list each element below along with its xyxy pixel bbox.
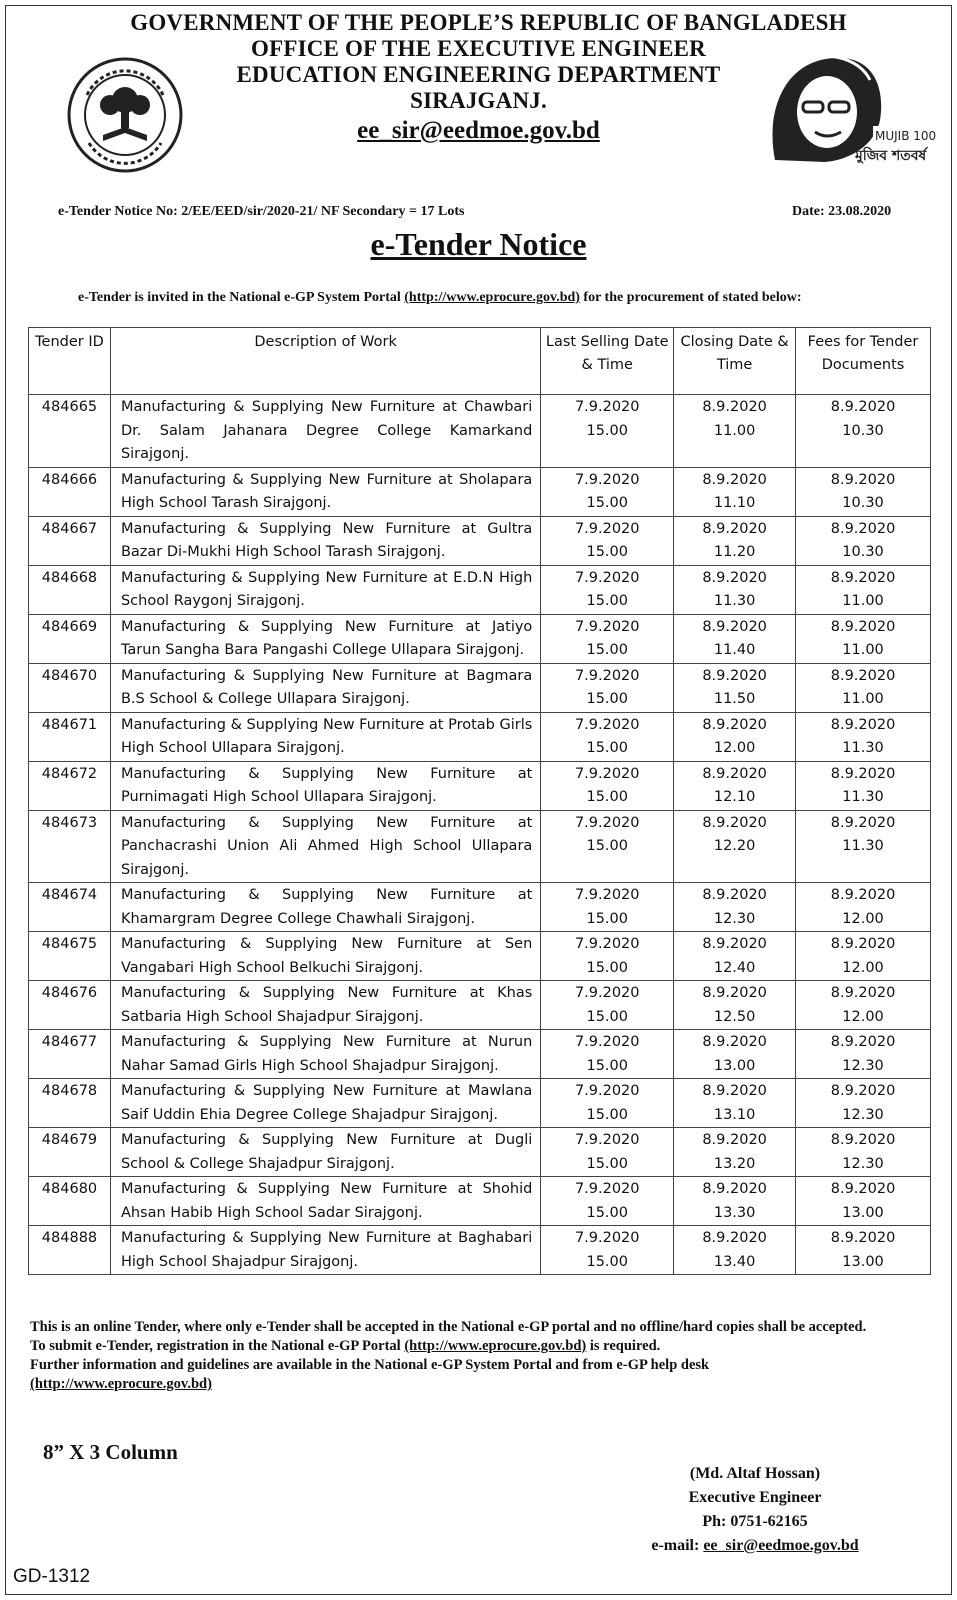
cell-last-selling bbox=[541, 467, 674, 516]
header-line-2: OFFICE OF THE EXECUTIVE ENGINEER bbox=[251, 36, 706, 61]
cell-close-time: 13.30 bbox=[713, 1204, 756, 1221]
header-fees: Fees for Tender Documents bbox=[796, 328, 931, 395]
cell-tender-id bbox=[29, 883, 111, 932]
cell-id: 484666 bbox=[41, 471, 98, 488]
cell-close-date: 8.9.2020 bbox=[702, 765, 767, 782]
cell-closing bbox=[674, 932, 796, 981]
cell-tender-id bbox=[29, 395, 111, 468]
cell-sell-date: 7.9.2020 bbox=[574, 887, 640, 903]
document-code: GD-1312 bbox=[13, 1566, 91, 1587]
footer-para-2 bbox=[30, 1337, 930, 1356]
cell-last-selling bbox=[541, 1030, 674, 1079]
cell-desc: Manufacturing & Supplying New Furniture at Dugli School & College Shajadpur Sirajgonj. bbox=[120, 1132, 533, 1172]
cell-fee-time: 12.00 bbox=[842, 1008, 884, 1025]
table-row bbox=[29, 932, 931, 981]
cell-desc: Manufacturing & Supplying New Furniture at Mawlana Saif Uddin Ehia Degree College Shajadpur Sirajgonj. bbox=[120, 1083, 533, 1123]
table-row bbox=[29, 761, 931, 810]
cell-close-time: 11.40 bbox=[713, 642, 756, 658]
signatory-email-line bbox=[600, 1534, 910, 1558]
cell-description bbox=[110, 395, 540, 468]
cell-sell-time: 15.00 bbox=[586, 789, 628, 805]
cell-fee-date: 8.9.2020 bbox=[830, 1230, 896, 1246]
intro-link[interactable]: (http://www.eprocure.gov.bd) bbox=[404, 290, 580, 305]
size-note: 8” X 3 Column bbox=[43, 1440, 178, 1464]
cell-close-time: 11.20 bbox=[713, 544, 756, 560]
cell-fees bbox=[796, 761, 931, 810]
cell-fees bbox=[796, 981, 931, 1030]
cell-close-date: 8.9.2020 bbox=[702, 1083, 767, 1099]
signatory-email-label: e-mail: bbox=[651, 1537, 704, 1554]
cell-close-time: 12.50 bbox=[713, 1008, 756, 1025]
cell-fee-time: 10.30 bbox=[842, 495, 884, 511]
cell-sell-date: 7.9.2020 bbox=[574, 1181, 640, 1197]
cell-fees bbox=[796, 1128, 931, 1177]
cell-fee-date: 8.9.2020 bbox=[830, 814, 896, 831]
cell-close-time: 13.20 bbox=[713, 1155, 756, 1172]
footer-para-3: Further information and guidelines are available in the National e-GP System Portal and from e-GP help desk bbox=[30, 1357, 710, 1373]
intro-after: for the procurement of stated below: bbox=[579, 290, 802, 305]
cell-fees bbox=[796, 1030, 931, 1079]
cell-fee-date: 8.9.2020 bbox=[830, 985, 896, 1001]
cell-id: 484671 bbox=[41, 716, 98, 733]
cell-id: 484678 bbox=[41, 1083, 98, 1099]
cell-id: 484668 bbox=[41, 569, 98, 586]
cell-tender-id bbox=[29, 1226, 111, 1275]
page-title: e-Tender Notice bbox=[370, 226, 587, 262]
cell-closing bbox=[674, 663, 796, 712]
cell-id: 484669 bbox=[41, 618, 98, 635]
cell-tender-id bbox=[29, 810, 111, 883]
cell-desc: Manufacturing & Supplying New Furniture at Sholapara High School Tarash Sirajgonj. bbox=[120, 471, 533, 511]
letterhead bbox=[0, 10, 957, 146]
cell-last-selling bbox=[541, 761, 674, 810]
cell-description bbox=[110, 1128, 540, 1177]
cell-sell-time: 15.00 bbox=[586, 910, 628, 927]
cell-fee-date: 8.9.2020 bbox=[830, 399, 896, 415]
cell-close-date: 8.9.2020 bbox=[702, 1132, 767, 1148]
cell-tender-id bbox=[29, 1079, 111, 1128]
cell-last-selling bbox=[541, 810, 674, 883]
cell-fee-time: 11.30 bbox=[842, 789, 884, 805]
cell-close-date: 8.9.2020 bbox=[702, 1181, 767, 1197]
header-tender-id: Tender ID bbox=[29, 328, 111, 395]
cell-sell-time: 15.00 bbox=[586, 1106, 628, 1123]
footer-notes bbox=[30, 1318, 930, 1394]
cell-fees bbox=[796, 1079, 931, 1128]
cell-close-date: 8.9.2020 bbox=[702, 1034, 767, 1050]
svg-text:মুজিব শতবর্ষ: মুজিব শতবর্ষ bbox=[855, 148, 927, 164]
cell-last-selling bbox=[541, 516, 674, 565]
cell-closing bbox=[674, 1177, 796, 1226]
header-line-3: EDUCATION ENGINEERING DEPARTMENT bbox=[236, 62, 721, 87]
cell-close-date: 8.9.2020 bbox=[702, 520, 767, 537]
cell-description bbox=[110, 981, 540, 1030]
cell-desc: Manufacturing & Supplying New Furniture at Sen Vangabari High School Belkuchi Sirajgonj. bbox=[120, 936, 533, 976]
cell-close-date: 8.9.2020 bbox=[702, 1230, 767, 1246]
cell-sell-date: 7.9.2020 bbox=[574, 936, 640, 952]
cell-close-time: 13.40 bbox=[713, 1253, 756, 1270]
cell-sell-date: 7.9.2020 bbox=[574, 667, 640, 684]
cell-sell-time: 15.00 bbox=[586, 838, 628, 854]
signature-block bbox=[600, 1462, 910, 1558]
cell-sell-time: 15.00 bbox=[586, 959, 628, 976]
cell-sell-time: 15.00 bbox=[586, 1057, 628, 1074]
cell-id: 484670 bbox=[41, 667, 98, 684]
cell-last-selling bbox=[541, 883, 674, 932]
cell-description bbox=[110, 565, 540, 614]
table-row bbox=[29, 1226, 931, 1275]
cell-close-time: 12.00 bbox=[713, 740, 756, 756]
header-line-1: GOVERNMENT OF THE PEOPLE’S REPUBLIC OF BANGLADESH bbox=[130, 10, 847, 35]
cell-fees bbox=[796, 1177, 931, 1226]
cell-desc: Manufacturing & Supplying New Furniture at Baghabari High School Shajadpur Sirajgonj. bbox=[120, 1230, 533, 1270]
cell-last-selling bbox=[541, 932, 674, 981]
notice-date: Date: 23.08.2020 bbox=[792, 204, 892, 219]
cell-fees bbox=[796, 1226, 931, 1275]
intro-before: e-Tender is invited in the National e-GP System Portal bbox=[78, 290, 405, 305]
cell-sell-time: 15.00 bbox=[586, 1008, 628, 1025]
cell-fees bbox=[796, 614, 931, 663]
cell-fees bbox=[796, 712, 931, 761]
cell-sell-time: 15.00 bbox=[586, 1204, 628, 1221]
table-row bbox=[29, 810, 931, 883]
cell-fees bbox=[796, 516, 931, 565]
cell-desc: Manufacturing & Supplying New Furniture at Nurun Nahar Samad Girls High School Shajadpur Sirajgonj. bbox=[120, 1034, 533, 1074]
table-row bbox=[29, 1030, 931, 1079]
header-closing: Closing Date & Time bbox=[674, 328, 796, 395]
table-row bbox=[29, 1079, 931, 1128]
header-description: Description of Work bbox=[110, 328, 540, 395]
header-email[interactable]: ee_sir@eedmoe.gov.bd bbox=[357, 117, 600, 144]
cell-fee-date: 8.9.2020 bbox=[830, 936, 896, 952]
cell-description bbox=[110, 932, 540, 981]
cell-sell-date: 7.9.2020 bbox=[574, 520, 640, 537]
cell-sell-date: 7.9.2020 bbox=[574, 1132, 640, 1148]
cell-sell-date: 7.9.2020 bbox=[574, 1083, 640, 1099]
cell-fee-time: 12.30 bbox=[842, 1057, 884, 1074]
cell-tender-id bbox=[29, 467, 111, 516]
cell-closing bbox=[674, 761, 796, 810]
cell-id: 484680 bbox=[41, 1181, 98, 1197]
cell-close-date: 8.9.2020 bbox=[702, 716, 767, 733]
cell-close-time: 11.50 bbox=[713, 691, 756, 707]
cell-fees bbox=[796, 565, 931, 614]
cell-close-time: 11.10 bbox=[713, 495, 756, 511]
cell-sell-date: 7.9.2020 bbox=[574, 399, 640, 415]
cell-last-selling bbox=[541, 1177, 674, 1226]
cell-last-selling bbox=[541, 1128, 674, 1177]
cell-sell-date: 7.9.2020 bbox=[574, 716, 640, 733]
cell-sell-time: 15.00 bbox=[586, 691, 628, 707]
cell-fee-time: 11.00 bbox=[842, 593, 884, 609]
cell-description bbox=[110, 1226, 540, 1275]
cell-description bbox=[110, 761, 540, 810]
cell-closing bbox=[674, 614, 796, 663]
cell-fee-date: 8.9.2020 bbox=[830, 765, 896, 782]
cell-fees bbox=[796, 663, 931, 712]
footer-para-2-before: To submit e-Tender, registration in the National e-GP Portal bbox=[30, 1338, 405, 1354]
cell-desc: Manufacturing & Supplying New Furniture at Jatiyo Tarun Sangha Bara Pangashi College Ullapara Sirajgonj. bbox=[120, 618, 533, 658]
cell-closing bbox=[674, 1128, 796, 1177]
cell-desc: Manufacturing & Supplying New Furniture at Purnimagati High School Ullapara Sirajgonj. bbox=[120, 765, 533, 805]
cell-tender-id bbox=[29, 663, 111, 712]
cell-fee-date: 8.9.2020 bbox=[830, 471, 896, 488]
cell-closing bbox=[674, 1030, 796, 1079]
cell-desc: Manufacturing & Supplying New Furniture at Panchacrashi Union Ali Ahmed High School Ullapara Sirajgonj. bbox=[120, 814, 533, 878]
cell-fees bbox=[796, 883, 931, 932]
cell-id: 484673 bbox=[41, 814, 98, 831]
cell-fee-time: 13.00 bbox=[842, 1204, 884, 1221]
tender-table bbox=[28, 327, 931, 1275]
cell-tender-id bbox=[29, 1177, 111, 1226]
cell-fee-date: 8.9.2020 bbox=[830, 887, 896, 903]
cell-closing bbox=[674, 395, 796, 468]
cell-fee-date: 8.9.2020 bbox=[830, 716, 896, 733]
cell-description bbox=[110, 810, 540, 883]
cell-id: 484888 bbox=[41, 1230, 98, 1246]
cell-sell-time: 15.00 bbox=[586, 593, 628, 609]
cell-tender-id bbox=[29, 1128, 111, 1177]
cell-fee-time: 11.00 bbox=[842, 642, 884, 658]
cell-fee-time: 11.00 bbox=[842, 691, 884, 707]
cell-description bbox=[110, 712, 540, 761]
signatory-phone: Ph: 0751-62165 bbox=[702, 1513, 808, 1530]
cell-description bbox=[110, 1079, 540, 1128]
cell-desc: Manufacturing & Supplying New Furniture at Chawbari Dr. Salam Jahanara Degree College Kamarkand Sirajgonj. bbox=[120, 399, 533, 462]
cell-close-time: 12.40 bbox=[713, 959, 756, 976]
cell-sell-date: 7.9.2020 bbox=[574, 985, 640, 1001]
table-row bbox=[29, 516, 931, 565]
cell-last-selling bbox=[541, 1079, 674, 1128]
cell-closing bbox=[674, 467, 796, 516]
cell-sell-time: 15.00 bbox=[586, 1155, 628, 1172]
cell-id: 484665 bbox=[41, 399, 98, 415]
cell-fee-date: 8.9.2020 bbox=[830, 667, 896, 684]
notice-number: e-Tender Notice No: 2/EE/EED/sir/2020-21/ NF Secondary = 17 Lots bbox=[58, 204, 465, 219]
cell-close-time: 11.00 bbox=[713, 422, 756, 439]
cell-description bbox=[110, 467, 540, 516]
cell-sell-time: 15.00 bbox=[586, 544, 628, 560]
table-row bbox=[29, 712, 931, 761]
table-row bbox=[29, 883, 931, 932]
cell-fee-time: 11.30 bbox=[842, 838, 884, 854]
cell-description bbox=[110, 1030, 540, 1079]
cell-id: 484675 bbox=[41, 936, 98, 952]
cell-description bbox=[110, 516, 540, 565]
cell-description bbox=[110, 663, 540, 712]
cell-close-date: 8.9.2020 bbox=[702, 814, 767, 831]
table-row bbox=[29, 663, 931, 712]
cell-last-selling bbox=[541, 663, 674, 712]
table-header-row bbox=[29, 328, 931, 395]
cell-close-time: 12.10 bbox=[713, 789, 756, 805]
cell-fee-date: 8.9.2020 bbox=[830, 1132, 896, 1148]
cell-close-date: 8.9.2020 bbox=[702, 985, 767, 1001]
cell-fee-time: 13.00 bbox=[842, 1253, 884, 1270]
table-row bbox=[29, 467, 931, 516]
cell-last-selling bbox=[541, 565, 674, 614]
footer-para-1: This is an online Tender, where only e-Tender shall be accepted in the National e-GP portal and no offline/hard copies shall be accepted. bbox=[30, 1319, 867, 1335]
cell-fees bbox=[796, 395, 931, 468]
cell-close-date: 8.9.2020 bbox=[702, 471, 767, 488]
cell-sell-time: 15.00 bbox=[586, 422, 628, 439]
cell-fee-time: 11.30 bbox=[842, 740, 884, 756]
cell-sell-date: 7.9.2020 bbox=[574, 618, 640, 635]
cell-last-selling bbox=[541, 981, 674, 1030]
cell-sell-time: 15.00 bbox=[586, 1253, 628, 1270]
cell-id: 484679 bbox=[41, 1132, 98, 1148]
cell-close-date: 8.9.2020 bbox=[702, 569, 767, 586]
cell-id: 484672 bbox=[41, 765, 98, 782]
cell-fee-time: 12.00 bbox=[842, 959, 884, 976]
cell-tender-id bbox=[29, 565, 111, 614]
table-row bbox=[29, 395, 931, 468]
cell-close-time: 13.00 bbox=[713, 1057, 756, 1074]
cell-fee-date: 8.9.2020 bbox=[830, 618, 896, 635]
cell-description bbox=[110, 883, 540, 932]
cell-tender-id bbox=[29, 981, 111, 1030]
cell-sell-time: 15.00 bbox=[586, 495, 628, 511]
cell-desc: Manufacturing & Supplying New Furniture at Bagmara B.S School & College Ullapara Sirajgonj. bbox=[120, 667, 533, 707]
intro-text bbox=[78, 290, 802, 306]
cell-tender-id bbox=[29, 614, 111, 663]
cell-desc: Manufacturing & Supplying New Furniture at Khamargram Degree College Chawhali Sirajgonj. bbox=[120, 887, 533, 927]
cell-sell-date: 7.9.2020 bbox=[574, 1230, 640, 1246]
cell-fees bbox=[796, 932, 931, 981]
cell-sell-time: 15.00 bbox=[586, 642, 628, 658]
cell-tender-id bbox=[29, 516, 111, 565]
table-row bbox=[29, 981, 931, 1030]
svg-text:MUJIB 100: MUJIB 100 bbox=[875, 129, 937, 143]
cell-fee-date: 8.9.2020 bbox=[830, 569, 896, 586]
footer-link-2[interactable]: (http://www.eprocure.gov.bd) bbox=[30, 1376, 212, 1392]
cell-fee-time: 10.30 bbox=[842, 422, 884, 439]
cell-sell-date: 7.9.2020 bbox=[574, 765, 640, 782]
cell-desc: Manufacturing & Supplying New Furniture at Shohid Ahsan Habib High School Sadar Sirajgonj. bbox=[120, 1181, 533, 1221]
cell-closing bbox=[674, 810, 796, 883]
cell-fee-time: 12.30 bbox=[842, 1155, 884, 1172]
cell-tender-id bbox=[29, 1030, 111, 1079]
cell-fee-date: 8.9.2020 bbox=[830, 520, 896, 537]
cell-sell-date: 7.9.2020 bbox=[574, 1034, 640, 1050]
cell-tender-id bbox=[29, 932, 111, 981]
cell-fees bbox=[796, 810, 931, 883]
cell-desc: Manufacturing & Supplying New Furniture at Gultra Bazar Di-Mukhi High School Tarash Sirajgonj. bbox=[120, 520, 533, 560]
cell-closing bbox=[674, 981, 796, 1030]
cell-closing bbox=[674, 565, 796, 614]
cell-desc: Manufacturing & Supplying New Furniture at Khas Satbaria High School Shajadpur Sirajgonj. bbox=[120, 985, 533, 1025]
signatory-name: (Md. Altaf Hossan) bbox=[689, 1465, 821, 1482]
cell-fee-time: 12.00 bbox=[842, 910, 884, 927]
table-row bbox=[29, 614, 931, 663]
cell-fee-date: 8.9.2020 bbox=[830, 1181, 896, 1197]
cell-closing bbox=[674, 1079, 796, 1128]
cell-close-time: 12.30 bbox=[713, 910, 756, 927]
cell-fee-date: 8.9.2020 bbox=[830, 1083, 896, 1099]
cell-closing bbox=[674, 516, 796, 565]
cell-sell-date: 7.9.2020 bbox=[574, 471, 640, 488]
cell-close-date: 8.9.2020 bbox=[702, 399, 767, 415]
cell-description bbox=[110, 1177, 540, 1226]
cell-close-date: 8.9.2020 bbox=[702, 618, 767, 635]
cell-sell-date: 7.9.2020 bbox=[574, 814, 640, 831]
cell-sell-time: 15.00 bbox=[586, 740, 628, 756]
table-row bbox=[29, 1128, 931, 1177]
header-line-4: SIRAJGANJ. bbox=[410, 88, 547, 113]
cell-fees bbox=[796, 467, 931, 516]
footer-link-1[interactable]: (http://www.eprocure.gov.bd) bbox=[404, 1338, 587, 1354]
cell-closing bbox=[674, 712, 796, 761]
cell-close-date: 8.9.2020 bbox=[702, 936, 767, 952]
cell-tender-id bbox=[29, 761, 111, 810]
signatory-designation: Executive Engineer bbox=[688, 1489, 822, 1506]
cell-last-selling bbox=[541, 712, 674, 761]
header-last-selling: Last Selling Date & Time bbox=[541, 328, 674, 395]
cell-close-time: 11.30 bbox=[713, 593, 756, 609]
cell-last-selling bbox=[541, 395, 674, 468]
cell-close-date: 8.9.2020 bbox=[702, 887, 767, 903]
cell-close-time: 13.10 bbox=[713, 1106, 756, 1123]
table-row bbox=[29, 1177, 931, 1226]
cell-description bbox=[110, 614, 540, 663]
cell-fee-time: 10.30 bbox=[842, 544, 884, 560]
cell-tender-id bbox=[29, 712, 111, 761]
footer-para-2-after: is required. bbox=[586, 1338, 661, 1354]
cell-id: 484674 bbox=[41, 887, 98, 903]
cell-closing bbox=[674, 1226, 796, 1275]
cell-fee-time: 12.30 bbox=[842, 1106, 884, 1123]
cell-id: 484676 bbox=[41, 985, 98, 1001]
cell-id: 484667 bbox=[41, 520, 98, 537]
cell-close-time: 12.20 bbox=[713, 838, 756, 854]
cell-last-selling bbox=[541, 1226, 674, 1275]
cell-closing bbox=[674, 883, 796, 932]
signatory-email[interactable]: ee_sir@eedmoe.gov.bd bbox=[703, 1537, 859, 1554]
cell-close-date: 8.9.2020 bbox=[702, 667, 767, 684]
table-row bbox=[29, 565, 931, 614]
cell-id: 484677 bbox=[41, 1034, 98, 1050]
cell-fee-date: 8.9.2020 bbox=[830, 1034, 896, 1050]
cell-desc: Manufacturing & Supplying New Furniture at Protab Girls High School Ullapara Sirajgonj. bbox=[120, 716, 533, 756]
cell-desc: Manufacturing & Supplying New Furniture at E.D.N High School Raygonj Sirajgonj. bbox=[120, 569, 533, 609]
cell-last-selling bbox=[541, 614, 674, 663]
cell-sell-date: 7.9.2020 bbox=[574, 569, 640, 586]
